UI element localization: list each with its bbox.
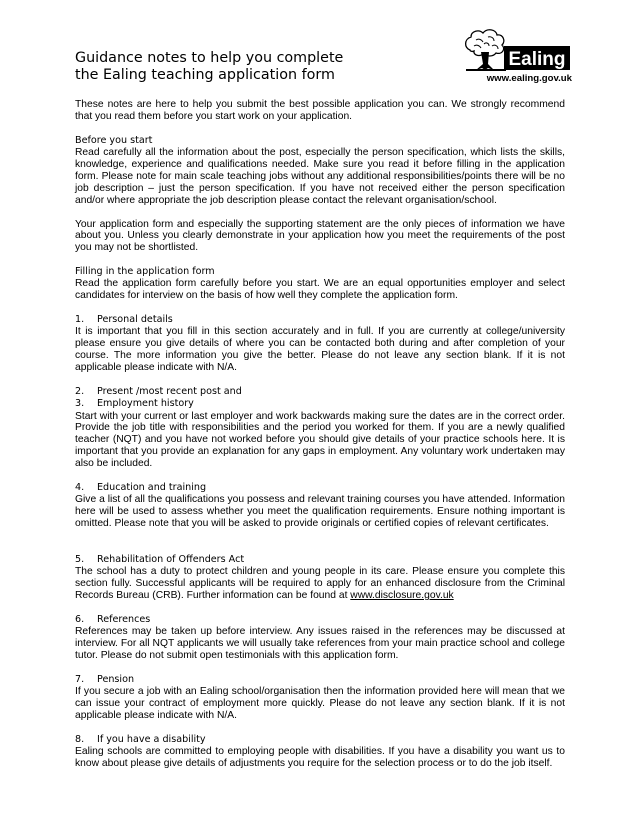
filling-heading: Filling in the application form: [75, 266, 215, 278]
section-heading-present-post: 2. Present /most recent post and: [75, 386, 242, 398]
section-text-references: References may be taken up before interview. Any issues raised in the references may be discussed at interview. For all NQT applicants we will usually take references from your main practice school and college tutor. Please do not submit open testimonials with this application form.: [75, 626, 565, 661]
logo-name: Ealing: [508, 49, 566, 70]
section-heading-pension: 7. Pension: [75, 673, 135, 685]
title-line-1: Guidance notes to help you complete: [75, 50, 344, 66]
before-start-paragraph-1: Read carefully all the information about the post, especially the person specification, which lists the skills, knowledge, experience and qualifications needed. Make sure you read it before filling in the application form. Please note for main scale teaching jobs without any additional responsibilities/points there will be no job description – just the person specification. If you have not received either the person specification and/or where appropriate the job description please contact the relevant organisation/school.: [75, 147, 565, 206]
section-heading-personal: 1. Personal details: [75, 314, 173, 326]
ealing-logo: [462, 28, 572, 86]
document-body: [75, 99, 565, 770]
section-text-education: Give a list of all the qualifications you possess and relevant training courses you have attended. Information here will be used to assess whether you meet the qualification requirements. Ensure nothing important is omitted. Please note that you will be asked to provide originals or certified copies of relevant certificates.: [75, 494, 565, 530]
section-text-pension: If you secure a job with an Ealing school/organisation then the information provided here will mean that we can issue your contract of employment more quickly. Please do not leave any section blank. If it is not applicable please indicate with N/A.: [75, 686, 565, 721]
section-text-rehabilitation: The school has a duty to protect children and young people in its care. Please ensure you complete this section fully. Successful applicants will be required to apply for an enhanced disclosure from the Criminal Records Bureau (CRB). Further information can be found at www.disclosure.gov.uk: [75, 566, 565, 601]
before-start-paragraph-2: Your application form and especially the supporting statement are the only pieces of information we have about you. Unless you clearly demonstrate in your application how you meet the requirements of the post you may not be shortlisted.: [75, 218, 565, 254]
disclosure-link[interactable]: www.disclosure.gov.uk: [350, 589, 454, 601]
document-title: [75, 50, 435, 84]
before-start-heading: Before you start: [75, 134, 153, 146]
section-heading-rehabilitation: 5. Rehabilitation of Offenders Act: [75, 553, 245, 565]
oak-tree-icon: [462, 28, 572, 72]
section-text-personal: It is important that you fill in this section accurately and in full. If you are currently at college/university please ensure you give details of where you can be contacted both during and after completion of your course. The more information you give the better. Please do not leave any section blank. If it is not applicable please indicate with N/A.: [75, 326, 565, 374]
section-heading-employment: 3. Employment history: [75, 398, 194, 410]
section-heading-education: 4. Education and training: [75, 482, 207, 494]
filling-paragraph: Read the application form carefully before you start. We are an equal opportunities employer and select candidates for interview on the basis of how well they complete the application form.: [75, 278, 565, 302]
section-text-employment: Start with your current or last employer and work backwards making sure the dates are in the correct order. Provide the job title with responsibilities and the period you worked for them. If you are a newly qualified teacher (NQT) and you have not worked before you should give details of your practice schools here. It is important that you provide an explanation for any gaps in employment. Any voluntary work undertaken may also be included.: [75, 410, 565, 470]
section-heading-disability: 8. If you have a disability: [75, 733, 206, 745]
logo-url: www.ealing.gov.uk: [486, 73, 572, 84]
intro-paragraph: These notes are here to help you submit the best possible application you can. We strongly recommend that you read them before you start work on your application.: [75, 99, 565, 122]
section-heading-references: 6. References: [75, 613, 151, 625]
section-text-disability: Ealing schools are committed to employing people with disabilities. If you have a disability you want us to know about please give details of adjustments you require for the selection process or to do the job itself.: [75, 745, 565, 769]
title-line-2: the Ealing teaching application form: [75, 67, 335, 83]
